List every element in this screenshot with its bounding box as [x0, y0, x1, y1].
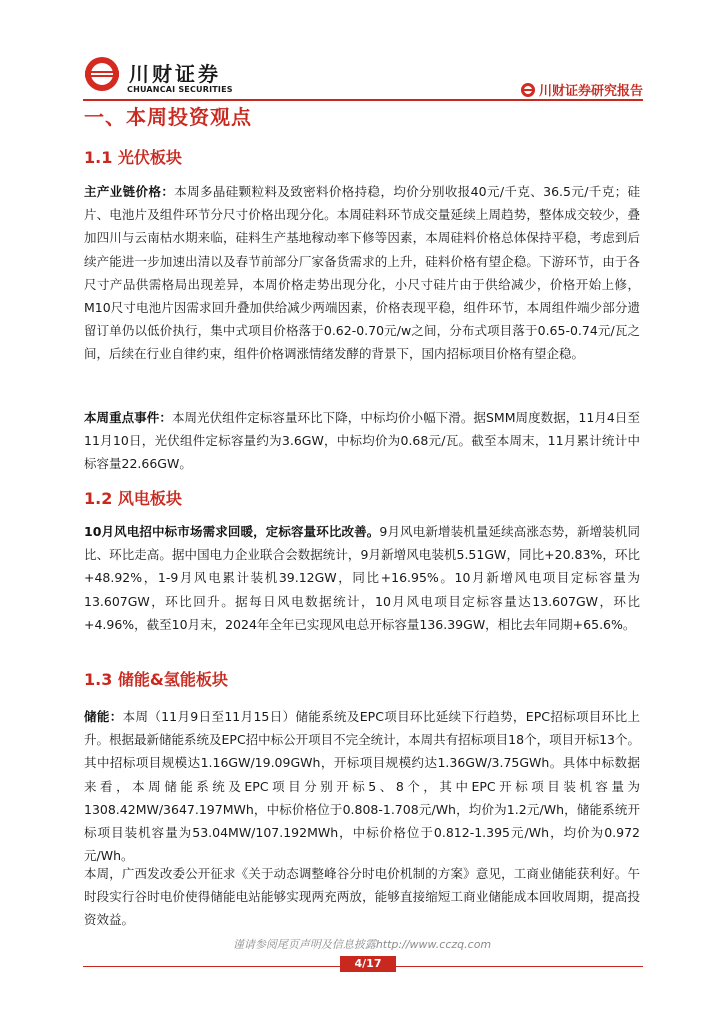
- pv-events-text: 本周光伏组件定标容量环比下降，中标均价小幅下滑。据SMM周度数据，11月4日至11月10日，光伏组件定标容量约为3.6GW，中标均价为0.68元/瓦。截至本周末，11月累计统计中标容量22.66GW。: [84, 410, 640, 472]
- report-logo-icon: [521, 83, 535, 97]
- storage-lead: 储能：: [84, 709, 123, 724]
- heading-storage: 1.3 储能&氢能板块: [84, 670, 228, 689]
- storage-policy-paragraph: 本周，广西发改委公开征求《关于动态调整峰谷分时电价机制的方案》意见，工商业储能获利好。午时段实行谷时电价使得储能电站能够实现两充两放，能够直接缩短工商业储能成本回收周期，提高投资效益。: [84, 866, 640, 928]
- wind-lead: 10月风电招中标市场需求回暖，定标容量环比改善。: [84, 524, 380, 539]
- pv-events-lead: 本周重点事件：: [84, 410, 172, 425]
- section-title: 一、本周投资观点: [84, 105, 252, 129]
- pv-price-lead: 主产业链价格：: [84, 184, 175, 199]
- report-header: [83, 52, 643, 102]
- pv-events-paragraph: [84, 406, 640, 476]
- wind-paragraph: [84, 520, 640, 636]
- heading-wind: 1.2 风电板块: [84, 489, 182, 508]
- storage-text: 本周（11月9日至11月15日）储能系统及EPC项目环比延续下行趋势，EPC招标项目环比上升。根据最新储能系统及EPC招中标公开项目不完全统计，本周共有招标项目18个，项目开标13个。其中招标项目规模达1.16GW/19.09GWh，开标项目规模约达1.36GW/3.75GWh。具体中标数据来看，本周储能系统及EPC项目分别开标5、8个，其中EPC开标项目装机容量为1308.42MW/3647.197MWh，中标价格位于0.808-1.708元/Wh，均价为1.2元/Wh，储能系统开标项目装机容量为53.04MW/107.192MWh，中标价格位于0.812-1.395元/Wh，均价为0.972元/Wh。: [84, 709, 640, 864]
- pv-price-paragraph: [84, 180, 640, 366]
- pv-price-text: 本周多晶硅颗粒料及致密料价格持稳，均价分别收报40元/千克、36.5元/千克；硅片、电池片及组件环节分尺寸价格出现分化。本周硅料环节成交量延续上周趋势，整体成交较少，叠加四川与云南枯水期来临，硅料生产基地稼动率下修等因素，本周硅料价格总体保持平稳，考虑到后续产能进一步加速出清以及春节前部分厂家备货需求的上升，硅料价格有望企稳。下游环节，由于各尺寸产品供需格局出现差异，本周价格走势出现分化，小尺寸硅片由于供给减少，价格开始上修，M10尺寸电池片因需求回升叠加供给减少两端因素，价格表现平稳，组件环节，本周组件端少部分遗留订单仍以低价执行，集中式项目价格落于0.62-0.70元/w之间，分布式项目落于0.65-0.74元/瓦之间，后续在行业自律约束，组件价格调涨情绪发酵的背景下，国内招标项目价格有望企稳。: [84, 184, 640, 362]
- company-name-en: CHUANCAI SECURITIES: [127, 85, 233, 94]
- wind-text: 9月风电新增装机量延续高涨态势，新增装机同比、环比走高。据中国电力企业联合会数据统计，9月新增风电装机5.51GW，同比+20.83%，环比+48.92%，1-9月风电累计装机39.12GW，同比+16.95%。10月新增风电项目定标容量为13.607GW，环比回升。据每日风电数据统计，10月风电项目定标容量达13.607GW，环比+4.96%，截至10月末，2024年全年已实现风电总开标容量136.39GW，相比去年同期+65.6%。: [84, 524, 640, 632]
- report-tag: [521, 80, 643, 99]
- company-logo-icon: [85, 57, 119, 91]
- report-tag-label: 川财证券研究报告: [538, 84, 643, 99]
- page-number: 4/17: [340, 956, 396, 972]
- company-name-cn: 川财证券: [129, 62, 221, 86]
- heading-pv: 1.1 光伏板块: [84, 148, 182, 167]
- footer-disclaimer: 谨请参阅尾页声明及信息披露http://www.cczq.com: [232, 938, 492, 951]
- storage-paragraph: [84, 705, 640, 867]
